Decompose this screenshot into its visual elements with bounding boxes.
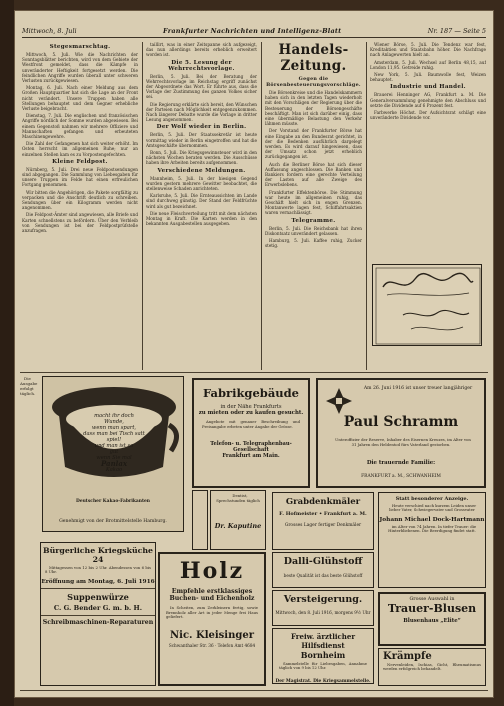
ad-rule bbox=[41, 588, 155, 589]
section-subtitle: Gegen die Börsenbesteuerungsvorschläge. bbox=[266, 76, 361, 88]
ad-body: Dentist, Sprechstunden täglich bbox=[216, 493, 260, 503]
ad-line: Telefon- u. Telegraphenbau-Gesellschaft bbox=[210, 441, 292, 454]
kriegskueche-ad bbox=[40, 542, 156, 686]
firm-name: C. G. Bender G. m. b. H. bbox=[53, 603, 143, 612]
article-body: Nürnberg, 5. Juli. Drei neue Feldpostsendungen sind abgegangen. Die Sammlung von Liebesgaben für unsere Truppen im Felde hat einen erfreulichen Fortgang genommen. Wir bitten die Angehörigen, die Pakete sorgfältig zu verpacken und die Anschrift deutlich zu schreiben. Sendungen über ein Kilogramm werden nicht angenommen. Die Feldpost-Ämter sind angewiesen, alle Briefe und Karten schnellstens zu befördern. Über den Verbleib von Sendungen ist bei der Feldpostprüfstelle anzufragen. bbox=[22, 166, 138, 234]
notice-top: Am 26. Juni 1916 ist unser treuer langjähriger bbox=[363, 386, 473, 391]
slogan-line: Kakao bbox=[105, 467, 123, 473]
cocoa-brand: Deutscher Kakao-Fabrikanten bbox=[76, 499, 150, 504]
holz-ad bbox=[158, 552, 266, 686]
ad-body: Angebote mit genauer Beschreibung und Preisangabe erbeten unter Angabe der Grösse. bbox=[202, 419, 300, 429]
fabrik-ad bbox=[192, 378, 310, 488]
deceased-name: Johann Michael Dock-Hartmann bbox=[379, 516, 485, 523]
section-rule bbox=[20, 372, 488, 373]
signature-ad bbox=[210, 490, 266, 550]
article-body: Mannheim, 5. Juli. In der hiesigen Gegend wurden gestern mehrere Gewitter beobachtet, die stellenweise Schaden anrichteten. Karlsruhe, 5. Juli. Die Ernteaussichten im Lande sind durchweg günstig. Der Stand der Feldfrüchte wird als gut bezeichnet. Die neue Fleischverteilung tritt mit dem nächsten Montag in Kraft. Die Karten werden in den bekannten Ausgabestellen ausgegeben. bbox=[146, 175, 257, 227]
column-3 bbox=[265, 42, 362, 370]
ad-line: Statt besonderer Anzeige. bbox=[395, 496, 469, 502]
slogan-line: dass man bei Tisch satt bbox=[83, 431, 145, 437]
slogan-line: und man ist so bbox=[94, 443, 134, 449]
article-body: Die Börsenkreise und die Handelskammern haben sich in den letzten Tagen wiederholt mit den Vorschlägen der Regierung über die Besteuerung der Börsengeschäfte beschäftigt. Man ist sich darüber einig, dass eine übermäßige Belastung den Verkehr lähmen müsste. Der Vorstand der Frankfurter Börse hat eine Eingabe an den Bundesrat gerichtet, in der die Bedenken ausführlich dargelegt werden. Es wird darauf hingewiesen, dass der Umsatz schon jetzt erheblich zurückgegangen ist. Auch die Berliner Börse hat sich dieser Auffassung angeschlossen. Die Banken und Bankiers fordern eine gerechte Verteilung der Lasten auf alle Zweige des Erwerbslebens. Frankfurter Effektenbörse. Die Stimmung war heute im allgemeinen ruhig, das Geschäft hielt sich in engen Grenzen. Montanwerte lagen fest, Schiffahrtsaktien waren vernachlässigt. bbox=[265, 90, 362, 216]
ad-line: Mittwoch, den 8. Juli 1916, morgens 9½ Uhr bbox=[275, 610, 371, 615]
cocoa-footer: Genehmigt von der Brotmittelstelle Hamburg. bbox=[59, 519, 167, 524]
masthead: Frankfurter Nachrichten und Intelligenz-Blatt bbox=[163, 27, 342, 35]
slogan-line: Wunde, bbox=[104, 419, 124, 425]
ad-title: Bürgerliche Kriegsküche 24 bbox=[43, 546, 153, 564]
column-1 bbox=[22, 42, 138, 370]
ad-body: Mittagessen von 12 bis 2 Uhr. Abendessen von 6 bis 8 Uhr. bbox=[45, 565, 151, 575]
firm-name: Nic. Kleisinger bbox=[170, 629, 254, 641]
ad-line: zu mieten oder zu kaufen gesucht. bbox=[198, 410, 304, 416]
ad-line: Eröffnung am Montag, 6. Juli 1916 bbox=[41, 578, 155, 585]
ad-line: Empfehle erstklassiges bbox=[171, 588, 253, 595]
article-heading: Die 5. Lesung der Wehrrechtsvorlage. bbox=[168, 59, 235, 72]
ad-line: beste Qualität ist das beste Glühstoff bbox=[283, 573, 363, 578]
cocoa-slogan bbox=[69, 413, 159, 473]
ad-line: F. Hofmeister • Frankfurt a. M. bbox=[279, 511, 367, 517]
ad-line: Der Magistrat. Die Kriegsammelstelle. bbox=[275, 678, 371, 684]
column-2 bbox=[146, 42, 257, 370]
article-body: Mittwoch, 5. Juli. Wie die Nachrichten der Sonntagsblätter berichten, wird von dem Gebiete der Westfront gemeldet, dass die Kämpfe in unveränderter Heftigkeit fortgesetzt werden. Die feindlichen Angriffe wurden überall unter schweren Verlusten zurückgewiesen. Montag, 6. Juli. Nach einer Meldung aus dem Großen Hauptquartier hat sich die Lage an der Front nicht verändert. Unsere Truppen haben alle Stellungen behauptet und dem Gegner erhebliche Verluste beigebracht. Dienstag, 7. Juli. Die englischen und französischen Angriffe nördlich der Somme wurden abgewiesen. Bei einem Gegenstoß nahmen wir mehrere Offiziere und Mannschaften gefangen und erbeuteten Maschinengewehre. Die Zahl der Gefangenen hat sich weiter erhöht. Im Osten herrscht im allgemeinen Ruhe; nur an einzelnen Stellen kam es zu Vorpostengefechten. bbox=[22, 52, 138, 157]
slogan-line: macht ihr doch bbox=[94, 413, 134, 419]
versteigerung-ad bbox=[272, 590, 374, 626]
article-heading: Verschiedene Meldungen. bbox=[157, 167, 246, 174]
grabdenkmaeler-ad bbox=[272, 492, 374, 550]
ad-title: Versteigerung. bbox=[283, 594, 363, 605]
article-body: Berlin, 5. Juli. Die Reichsbank hat ihren Diskontsatz unverändert gelassen. Hamburg, 5. Juli. Kaffee ruhig, Zucker stetig. bbox=[265, 225, 362, 249]
daxis-notice bbox=[378, 492, 486, 588]
article-heading: Industrie und Handel. bbox=[390, 84, 466, 91]
ad-title: Holz bbox=[179, 558, 245, 584]
page-header bbox=[22, 24, 486, 38]
signature: Dr. Kaputine bbox=[214, 522, 262, 531]
slogan-line: wenn Sie mal bbox=[96, 455, 132, 461]
column-rule bbox=[142, 42, 143, 370]
ad-title: Grabdenkmäler bbox=[285, 497, 361, 507]
ad-city: Bornheim bbox=[300, 650, 346, 660]
ad-line: Grosse Auswahl in bbox=[409, 597, 455, 602]
article-body: Wiener Börse, 5. Juli. Die Tendenz war fest, Kreditaktien und Staatsbahn höher. Die Nachfrage nach Anlagewerten hielt an. Amsterdam, 5. Juli. Wechsel auf Berlin 48,15, auf London 11,95. Getreide ruhig. New York, 5. Juli. Baumwolle fest, Weizen behauptet. bbox=[370, 42, 486, 83]
ad-line: Grosses Lager fertiger Denkmäler bbox=[284, 523, 362, 528]
blusen-ad bbox=[378, 592, 486, 646]
ad-line: Schwanthaler Str. 36 · Telefon Amt 4684 bbox=[168, 642, 256, 648]
article-heading: Der Wolf wieder in Berlin. bbox=[156, 124, 247, 131]
ad-line: in der Nähe Frankfurts bbox=[220, 404, 282, 410]
article-body: taillirt, was in einer Zeitspanne sich aufgezeigt, das nun allerdings bereits erheblich erweitert worden ist. bbox=[146, 42, 257, 58]
ad-title: Freiw. ärztlicher Hilfsdienst bbox=[290, 632, 356, 650]
cocoa-ad bbox=[42, 376, 184, 532]
slogan-line: gut bbox=[109, 449, 119, 455]
article-body: Berlin, 5. Juli. Bei der Beratung der Wehrrechtsvorlage im Reichstag ergriff zunächst der Abgeordnete das Wort. Er führte aus, dass die Vorlage der Zustimmung des ganzen Volkes sicher sei. Die Regierung erklärte sich bereit, den Wünschen der Parteien nach Möglichkeit entgegenzukommen. Nach längerer Debatte wurde die Vorlage in dritter Lesung angenommen. bbox=[146, 73, 257, 123]
page-number: Nr. 187 — Seite 5 bbox=[427, 27, 486, 35]
ad-title: Schreibmaschinen-Reparaturen bbox=[42, 618, 154, 626]
script-ad bbox=[372, 264, 482, 346]
article-heading: Telegramme. bbox=[291, 217, 336, 224]
left-margin-text: Die Ausgabe erfolgt täglich. bbox=[20, 376, 38, 396]
article-heading: Stegesmarschtag. bbox=[49, 44, 111, 50]
ad-body: Nervenleiden, Ischias, Gicht, Rheumatismus werden erfolgreich behandelt. bbox=[383, 662, 481, 672]
ad-body: Sammelstelle für Liebesgaben, Annahme täglich von 9 bis 12 Uhr. bbox=[279, 661, 367, 671]
ad-rule bbox=[41, 615, 155, 616]
kraempfe-ad bbox=[378, 648, 486, 686]
small-ad bbox=[192, 490, 208, 550]
iron-cross-icon bbox=[324, 386, 354, 416]
ad-line: Buchen- und Eichenholz bbox=[169, 595, 255, 602]
ad-title: Fabrikgebäude bbox=[203, 386, 299, 400]
binding-gutter bbox=[0, 0, 14, 706]
ad-body: im Alter von 74 Jahren. In tiefer Trauer: die Hinterbliebenen. Die Beerdigung findet statt. bbox=[388, 523, 477, 534]
firm-name: Blusenhaus „Elite“ bbox=[403, 618, 461, 624]
family-line: Die trauernde Familie: bbox=[366, 460, 436, 466]
schramm-notice bbox=[316, 378, 486, 488]
ad-body: Heute verschied nach kurzem Leiden unser lieber Vater, Schwiegervater und Grossvater bbox=[389, 503, 477, 513]
ad-body: In Scheiten, zum Zerkleinern fertig, sowie Brennholz aller Art in jeder Menge frei Haus geliefert. bbox=[166, 605, 258, 620]
ad-line: Frankfurt am Main. bbox=[222, 453, 280, 460]
page-bottom-rule bbox=[20, 690, 488, 691]
article-body: Berlin, 5. Juli. Der Staatssekretär ist heute vormittag wieder in Berlin eingetroffen und hat die Amtsgeschäfte übernommen. Bonn, 5. Juli. Die Kriegsgewinnsteuer wird in den nächsten Wochen beraten werden. Die Ausschüsse haben ihre Arbeiten bereits aufgenommen. bbox=[146, 132, 257, 166]
brand-name: Panlax bbox=[100, 459, 128, 468]
ad-title: Trauer-Blusen bbox=[387, 602, 477, 615]
calligraphy-logo bbox=[373, 265, 482, 346]
ad-title: Krämpfe bbox=[383, 651, 432, 662]
column-4 bbox=[370, 42, 486, 170]
deceased-name: Paul Schramm bbox=[343, 414, 459, 430]
article-body: Brauerei Henninger AG, Frankfurt a. M. Die Generalversammlung genehmigte den Abschluss und setzte die Dividende auf 6 Prozent fest. Farbwerke Höchst. Der Aufsichtsrat schlägt eine unveränderte Dividende vor. bbox=[370, 92, 486, 121]
notice-city: FRANKFURT a. M., SCHWANHEIM bbox=[361, 474, 441, 479]
newspaper-page bbox=[14, 10, 494, 698]
slogan-line: spiel! bbox=[106, 437, 122, 443]
column-rule bbox=[261, 42, 262, 370]
section-title: Handels-Zeitung. bbox=[278, 42, 349, 74]
ad-title: Dalli-Glühstoff bbox=[283, 556, 363, 567]
slogan-line: wenn man spart, bbox=[91, 425, 137, 431]
ad-title: Suppenwürze bbox=[67, 591, 129, 602]
dalli-ad bbox=[272, 552, 374, 588]
header-date: Mittwoch, 8. Juli bbox=[22, 27, 77, 35]
notice-body: Unteroffizier der Reserve, Inhaber des Eisernen Kreuzes, im Alter von 31 Jahren den Heldentod fürs Vaterland gestorben. bbox=[335, 437, 471, 447]
hilfsdienst-ad bbox=[272, 628, 374, 684]
article-heading: Kleine Feldpost. bbox=[52, 158, 108, 165]
column-rule bbox=[366, 42, 367, 370]
